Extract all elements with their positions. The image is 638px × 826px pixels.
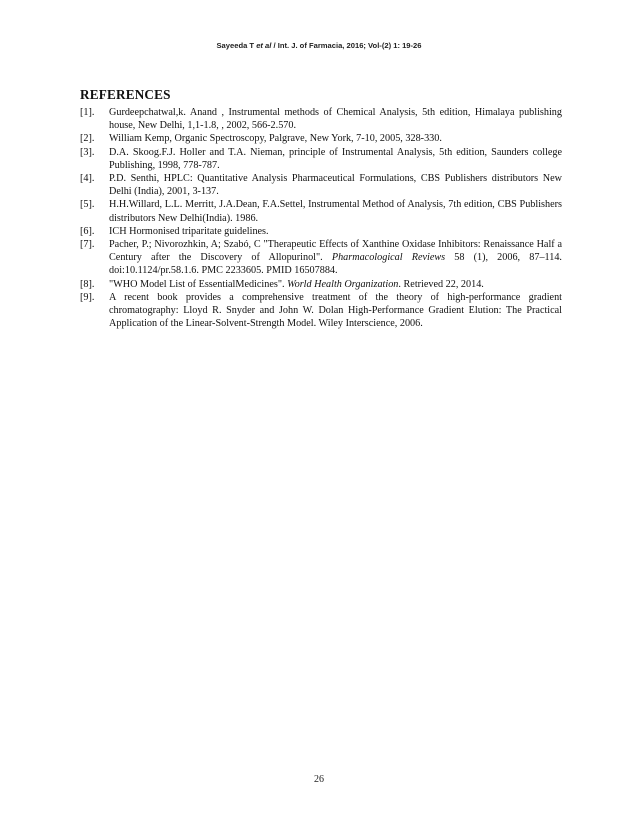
header-citation: / Int. J. of Farmacia, 2016; Vol-(2) 1: 19-26 [273,41,422,50]
reference-publisher-title: World Health Organization [287,278,399,290]
reference-number: [6]. [80,225,95,237]
reference-text: ICH Hormonised triparitate guidelines. [109,225,269,237]
reference-text: A recent book provides a comprehensive treatment of the theory of high-performance gradient chromatography: Lloyd R. Snyder and John W. Dolan High-Performance Gradient Elution: The Practical Application of the Linear-Solvent-Strength Model. Wiley Interscience, 2006. [109,291,562,330]
reference-number: [2]. [80,133,95,145]
reference-text-start: Pacher, P.; Nivorozhkin, A; Szabó, C "Therapeutic Effects of Xanthine Oxidase Inhibitors: Renaissance Half a Century after the Discovery of Allopurinol". [109,239,562,264]
reference-journal-title: Pharmacological Reviews [331,252,446,264]
page-number: 26 [314,774,324,785]
reference-item-2 [80,132,562,145]
reference-item-8 [80,278,562,291]
header-author: Sayeeda T [216,41,255,50]
reference-text-start: "WHO Model List of EssentialMedicines". [109,278,288,290]
reference-text: H.H.Willard, L.L. Merritt, J.A.Dean, F.A.Settel, Instrumental Method of Analysis, 7th edition, CBS Publishers distributors New Delhi(India). 1986. [109,199,562,224]
reference-text: William Kemp, Organic Spectroscopy, Palgrave, New York, 7-10, 2005, 328-330. [109,133,442,145]
reference-text [109,279,484,290]
reference-text: D.A. Skoog.F.J. Holler and T.A. Nieman, principle of Instrumental Analysis, 5th edition, Saunders college Publishing, 1998, 778-787. [109,146,562,171]
reference-number: [9]. [80,291,95,303]
running-header [0,41,638,50]
reference-item-7 [80,238,562,278]
reference-number: [3]. [80,146,95,158]
reference-text-end: . Retrieved 22, 2014. [398,278,484,290]
reference-list [80,106,562,330]
reference-number: [1]. [80,107,95,118]
reference-item-3 [80,146,562,172]
reference-number: [5]. [80,199,95,211]
reference-item-9 [80,291,562,331]
reference-number: [8]. [80,278,95,290]
reference-text: P.D. Senthi, HPLC: Quantitative Analysis Pharmaceutical Formulations, CBS Publishers distributors New Delhi (India), 2001, 3-137. [109,173,562,198]
reference-item-1 [80,106,562,132]
reference-item-5 [80,198,562,224]
reference-item-6 [80,225,562,238]
references-heading: REFERENCES [80,87,171,102]
reference-number: [4]. [80,173,95,185]
reference-item-4 [80,172,562,198]
reference-text-end: 58 (1), 2006, 87–114. doi:10.1124/pr.58.1.6. PMC 2233605. PMID 16507884. [109,252,562,277]
header-et-al: et al [256,41,272,50]
reference-text: Gurdeepchatwal,k. Anand , Instrumental methods of Chemical Analysis, 5th edition, Himalaya publishing house, New Delhi, 1,1-1.8, , 2002, 566-2.570. [109,107,562,132]
reference-number: [7]. [80,239,95,251]
reference-text [109,239,562,276]
